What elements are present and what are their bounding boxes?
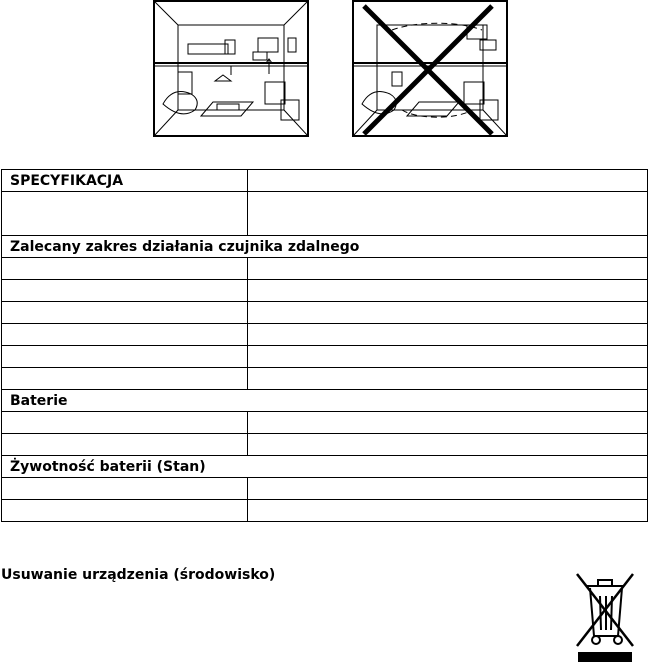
section-battery-life: Żywotność baterii (Stan): [2, 456, 648, 478]
table-cell: [248, 368, 648, 390]
table-row: [2, 236, 648, 258]
table-cell: [2, 302, 248, 324]
table-cell: [2, 412, 248, 434]
table-cell: [2, 478, 248, 500]
table-cell: [2, 192, 248, 236]
table-row: [2, 192, 648, 236]
table-cell: [2, 500, 248, 522]
table-row: [2, 478, 648, 500]
table-cell: [248, 412, 648, 434]
table-row: [2, 456, 648, 478]
table-cell: [2, 258, 248, 280]
table-row: [2, 390, 648, 412]
table-cell: [248, 258, 648, 280]
section-batteries: Baterie: [2, 390, 648, 412]
table-row: [2, 170, 648, 192]
table-cell: [248, 280, 648, 302]
specification-table: [1, 169, 648, 522]
table-cell: [2, 346, 248, 368]
table-cell: [248, 302, 648, 324]
table-cell: [2, 280, 248, 302]
table-cell: [2, 368, 248, 390]
table-cell: [248, 324, 648, 346]
table-row: [2, 500, 648, 522]
crossed-out-wheelie-bin-icon: [574, 570, 636, 662]
table-row: [2, 412, 648, 434]
room-illustration-correct: [153, 0, 309, 137]
table-row: [2, 302, 648, 324]
table-row: [2, 434, 648, 456]
room-illustration-incorrect: [352, 0, 508, 137]
table-row: [2, 346, 648, 368]
table-cell: [248, 346, 648, 368]
table-cell: [248, 478, 648, 500]
table-row: [2, 280, 648, 302]
table-cell: [248, 500, 648, 522]
table-cell: [248, 170, 648, 192]
table-cell: [2, 434, 248, 456]
table-row: [2, 368, 648, 390]
table-cell: [248, 434, 648, 456]
spec-header: SPECYFIKACJA: [2, 170, 248, 192]
table-cell: [2, 324, 248, 346]
disposal-heading: Usuwanie urządzenia (środowisko): [1, 567, 276, 583]
section-range: Zalecany zakres działania czujnika zdalnego: [2, 236, 648, 258]
table-cell: [248, 192, 648, 236]
table-row: [2, 258, 648, 280]
table-row: [2, 324, 648, 346]
